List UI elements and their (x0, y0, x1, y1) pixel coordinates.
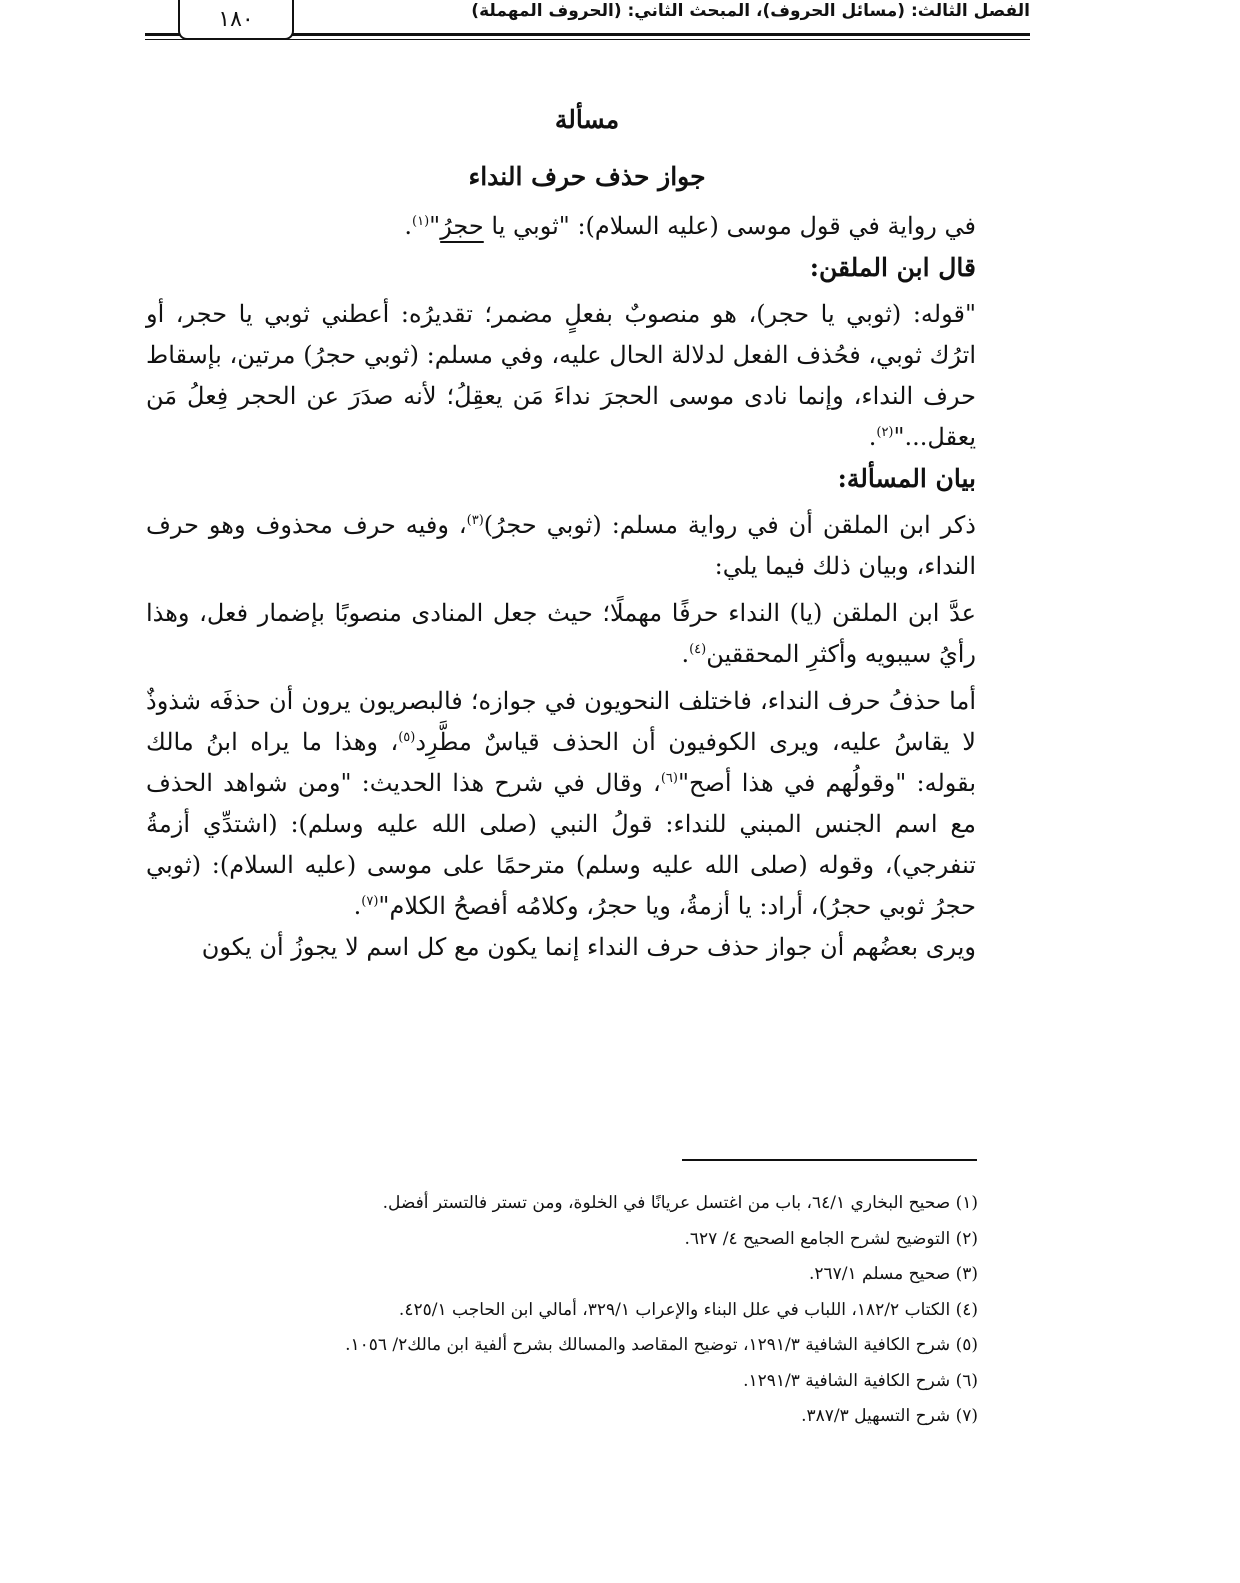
section-heading: مسألة (554, 105, 620, 134)
main-text (146, 92, 1028, 968)
quote-paragraph (146, 294, 1028, 458)
footnote-ref[interactable]: (٦) (660, 771, 678, 786)
label-explanation: بيان المسألة: (837, 464, 976, 493)
paragraph-text: ، وقال في شرح هذا الحديث: "ومن شواهد الحذف مع اسم الجنس المبني للنداء: قولُ النبي (صلى الله عليه وسلم): (اشتدِّي أزمةُ تنفرجي)، وقوله (صلى الله عليه وسلم) مترحمًا على موسى (عليه السلام): (ثوبي حجرُ ثوبي حجرُ)، أراد: يا أزمةُ، ويا حجرُ، وكلامُه أفصحُ الكلام" (146, 769, 976, 920)
paragraph-text: ، وهذا ما يراه ابنُ مالك بقوله: "وقولُهم في هذا أصح" (146, 728, 976, 797)
footnote-ref[interactable]: (٧) (361, 894, 379, 909)
footnote-ref[interactable]: (٤) (689, 642, 707, 657)
footnote-item: (٦) شرح الكافية الشافية ١٢٩١/٣. (743, 1370, 978, 1391)
footnote-ref[interactable]: (١) (412, 214, 430, 229)
intro-text: في رواية في قول موسى (عليه السلام): "ثوبي يا (483, 212, 976, 240)
paragraph-text: . (681, 640, 690, 668)
footnote-item: (٣) صحيح مسلم ٢٦٧/١. (808, 1264, 978, 1284)
footnote-item: (٧) شرح التسهيل ٣٨٧/٣. (801, 1406, 978, 1426)
intro-paragraph (146, 206, 1028, 247)
page-number: ١٨٠ (178, 0, 294, 40)
quote-end: . (868, 423, 877, 451)
underlined-word: حجرُ (440, 212, 484, 240)
paragraph-3 (146, 681, 1028, 927)
paragraph-text: ذكر ابن الملقن أن في رواية مسلم: (ثوبي حجرُ) (483, 511, 976, 539)
paragraph-1 (146, 505, 1028, 587)
issue-title: جواز حذف حرف النداء (468, 162, 706, 191)
paragraph-text: ، وفيه حرف محذوف وهو حرف النداء، وبيان ذلك فيما يلي: (146, 511, 976, 580)
footnote-item: (١) صحيح البخاري ٦٤/١، باب من اغتسل عريانًا في الخلوة، ومن تستر فالتستر أفضل. (382, 1193, 978, 1213)
paragraph-text: أما حذفُ حرف النداء، فاختلف النحويون في جوازه؛ فالبصريون يرون أن حذفَه شذوذٌ لا يقاسُ عليه، ويرى الكوفيون أن الحذف قياسٌ مطَّرِد (146, 687, 976, 756)
footnotes (146, 1186, 1028, 1435)
footnote-ref[interactable]: (٣) (466, 513, 484, 528)
footnote-item: (٥) شرح الكافية الشافية ١٢٩١/٣، توضيح المقاصد والمسالك بشرح ألفية ابن مالك٢/ ١٠٥٦. (345, 1335, 978, 1355)
footnote-item: (٢) التوضيح لشرح الجامع الصحيح ٤/ ٦٢٧. (684, 1228, 978, 1249)
quote-text: "قوله: (ثوبي يا حجر)، هو منصوبٌ بفعلٍ مضمر؛ تقديرُه: أعطني ثوبي يا حجر، أو اترُك ثوبي، فحُذف الفعل لدلالة الحال عليه، وفي مسلم: (ثوبي حجرُ) مرتين، بإسقاط حرف النداء، وإنما نادى موسى الحجرَ نداءَ مَن يعقِلُ؛ لأنه صدَرَ عن الحجر فِعلُ مَن يعقل..." (146, 300, 976, 451)
paragraph-4: ويرى بعضُهم أن جواز حذف حرف النداء إنما يكون مع كل اسم لا يجوزُ أن يكون (201, 933, 976, 961)
label-ibn-almulaqqin: قال ابن الملقن: (809, 253, 976, 282)
footnote-separator (682, 1159, 977, 1161)
intro-tail: " (429, 212, 441, 240)
intro-end: . (404, 212, 412, 240)
footnote-item: (٤) الكتاب ١٨٢/٢، اللباب في علل البناء والإعراب ٣٢٩/١، أمالي ابن الحاجب ٤٢٥/١. (398, 1299, 978, 1320)
paragraph-text: . (353, 892, 362, 920)
page-header (145, 0, 1030, 44)
paragraph-2 (146, 593, 1028, 675)
footnote-ref[interactable]: (٢) (876, 425, 894, 440)
footnote-ref[interactable]: (٥) (398, 730, 416, 745)
running-header-title: الفصل الثالث: (مسائل الحروف)، المبحث الثاني: (الحروف المهملة) (471, 1, 1030, 21)
paragraph-text: عدَّ ابن الملقن (يا) النداء حرفًا مهملًا؛ حيث جعل المنادى منصوبًا بإضمار فعل، وهذا رأيُ سيبويه وأكثرِ المحققين (146, 599, 976, 668)
